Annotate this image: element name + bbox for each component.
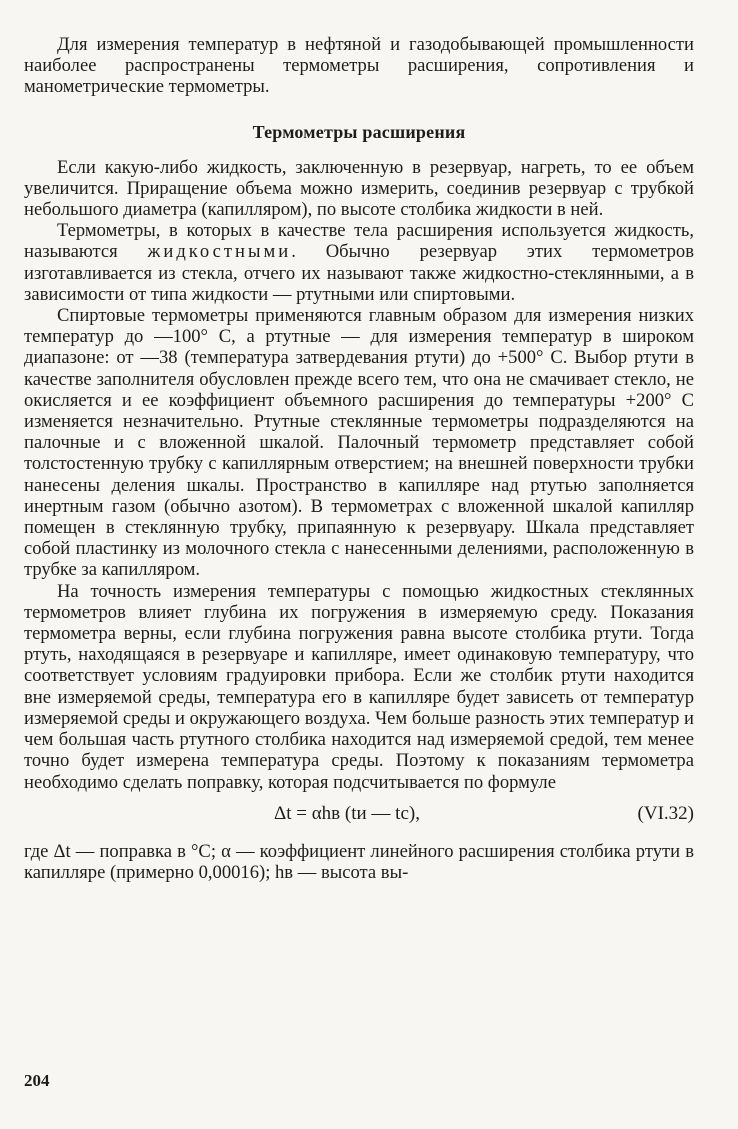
- paragraph-2-start: Термометры, в которых в качестве тела расширения используется жидкость, называются: [24, 220, 694, 263]
- formula-number: (VI.32): [637, 802, 694, 824]
- term-liquid: жидкостными: [147, 241, 292, 263]
- paragraph-4: На точность измерения температуры с помощью жидкостных стеклянных термометров влияет глубина их погружения в измеряемую среду. Показания термометра верны, если глубина погружения равна высоте столбика ртути. Тогда ртуть, находящаяся в резервуаре и капилляре, имеет одинаковую температуру, что соответствует условиям градуировки прибора. Если же столбик ртути находится вне измеряемой среды, температура его в капилляре будет зависеть от температур измеряемой среды и окружающего воздуха. Чем больше разность этих температур и чем большая часть ртутного столбика находится над измеряемой средой, тем менее точно будет измерена температура среды. Поэтому к показаниям термометра необходимо сделать поправку, которая подсчитывается по формуле: [24, 580, 694, 793]
- paragraph-2-end: . Обычно резервуар этих термометров изготавливается из стекла, отчего их называют также жидкостно-стеклянными, а в зависимости от типа жидкости — ртутными или спиртовыми.: [24, 241, 695, 305]
- paragraph-2: [24, 220, 694, 305]
- paragraph-3: Спиртовые термометры применяются главным образом для измерения низких температур до —100° С, а ртутные — для измерения температур в широком диапазоне: от —38 (температура затвердевания ртути) до +500° С. Выбор ртути в качестве заполнителя обусловлен прежде всего тем, что она не смачивает стекло, не окисляется и ее коэффициент объемного расширения до температуры +200° С изменяется незначительно. Ртутные стеклянные термометры подразделяются на палочные и с вложенной шкалой. Палочный термометр представляет собой толстостенную трубку с капиллярным отверстием; на внешней поверхности трубки нанесены деления шкалы. Пространство в капилляре над ртутью заполняется инертным газом (обычно азотом). В термометрах с вложенной шкалой капилляр помещен в стеклянную трубку, припаянную к резервуару. Шкала представляет собой пластинку из молочного стекла с нанесенными делениями, расположенную в трубке за капилляром.: [24, 305, 694, 581]
- page-number: 204: [24, 1071, 50, 1090]
- formula-row: [24, 799, 694, 831]
- intro-paragraph: Для измерения температур в нефтяной и газодобывающей промышленности наиболее распространены термометры расширения, сопротивления и манометрические термометры.: [24, 34, 694, 98]
- section-heading: Термометры расширения: [252, 121, 466, 142]
- formula: Δt = αhв (tи — tс),: [274, 802, 420, 824]
- paragraph-5: где Δt — поправка в °С; α — коэффициент линейного расширения столбика ртути в капилляре (примерно 0,00016); hв — высота вы-: [24, 840, 694, 883]
- paragraph-1: Если какую-либо жидкость, заключенную в резервуар, нагреть, то ее объем увеличится. Приращение объема можно измерить, соединив резервуар с трубкой небольшого диаметра (капилляром), по высоте столбика жидкости в ней.: [24, 156, 694, 221]
